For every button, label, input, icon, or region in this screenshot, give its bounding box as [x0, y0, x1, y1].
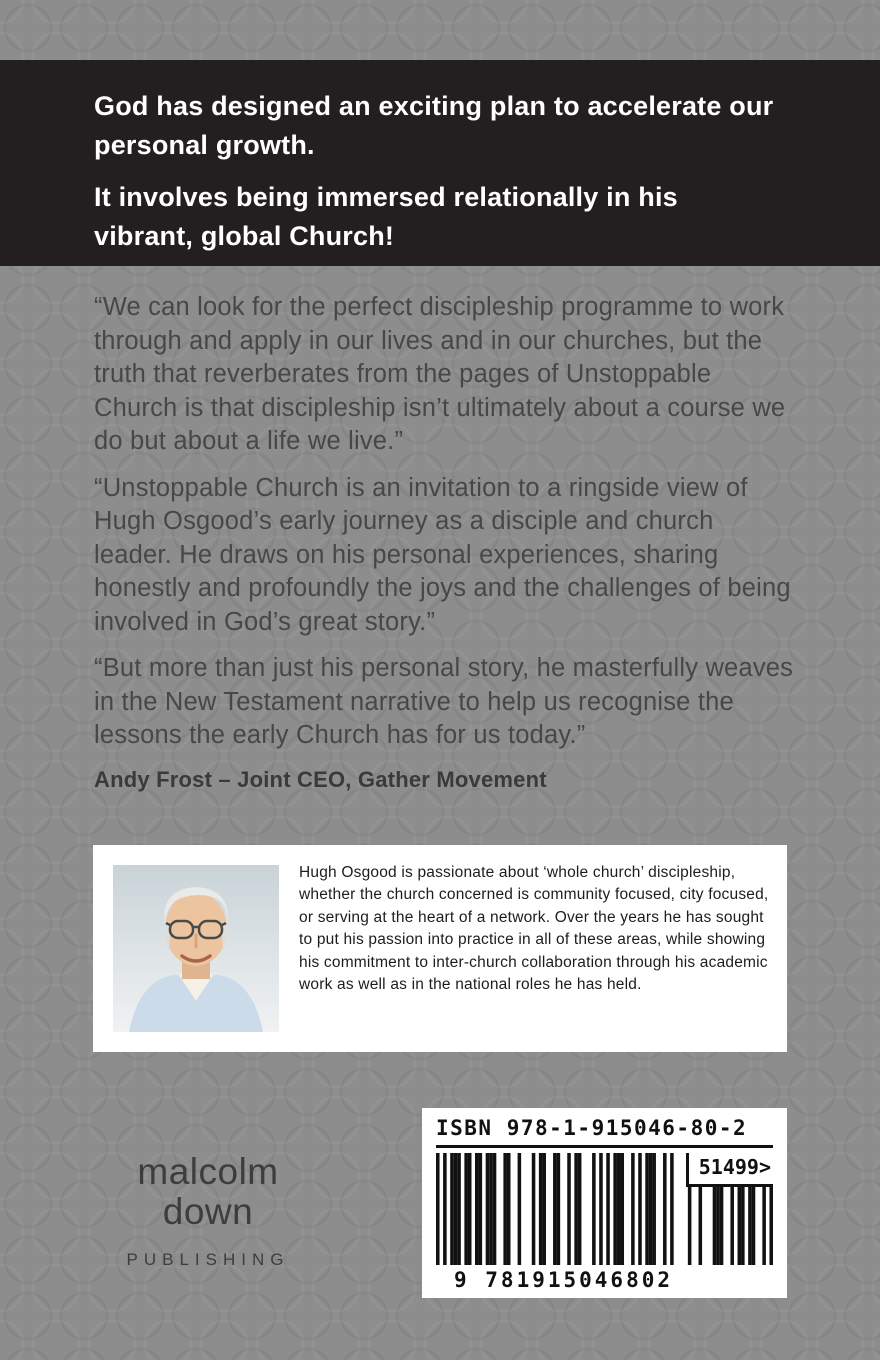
headline-line-2: It involves being immersed relationally in his vibrant, global Church! — [94, 182, 678, 251]
headline-banner — [0, 60, 880, 266]
quote-attribution: Andy Frost – Joint CEO, Gather Movement — [94, 766, 547, 792]
barcode-number: 9 781915046802 — [454, 1268, 674, 1292]
barcode-area — [436, 1153, 773, 1265]
isbn-label: ISBN 978-1-915046-80-2 — [436, 1116, 773, 1148]
author-portrait-illustration — [113, 865, 279, 1032]
publisher-subtitle: PUBLISHING — [126, 1250, 290, 1269]
publisher-logo — [88, 1152, 328, 1270]
quote-paragraph-3: “But more than just his personal story, he masterfully weaves in the New Testament narrative to help us recognise the lessons the early Church has for us today.” — [94, 654, 794, 749]
headline-line-1: God has designed an exciting plan to accelerate our personal growth. — [94, 91, 774, 160]
price-code: 51499> — [686, 1153, 773, 1187]
barcode-box — [422, 1108, 787, 1298]
author-bio-text: Hugh Osgood is passionate about ‘whole church’ discipleship, whether the church concerned is community focused, city focused, or serving at the heart of a network. Over the years he has sought to put his passion into practice in all of these areas, while showing his commitment to inter-church collaboration through his academic work as well as in the national roles he has held. — [299, 864, 769, 994]
quote-paragraph-1: “We can look for the perfect discipleship programme to work through and apply in our lives and in our churches, but the truth that reverberates from the pages of Unstoppable Church is that discipleship isn’t ultimately about a course we do but about a life we live.” — [94, 293, 786, 455]
author-photo — [113, 865, 279, 1032]
author-bio-box — [93, 845, 787, 1052]
endorsement-quotes — [94, 291, 794, 807]
quote-paragraph-2: “Unstoppable Church is an invitation to a ringside view of Hugh Osgood’s early journey as a disciple and church leader. He draws on his personal experiences, sharing honestly and profoundly the joys and the challenges of being involved in God’s great story.” — [94, 473, 791, 636]
publisher-name: malcolm down — [137, 1151, 279, 1232]
